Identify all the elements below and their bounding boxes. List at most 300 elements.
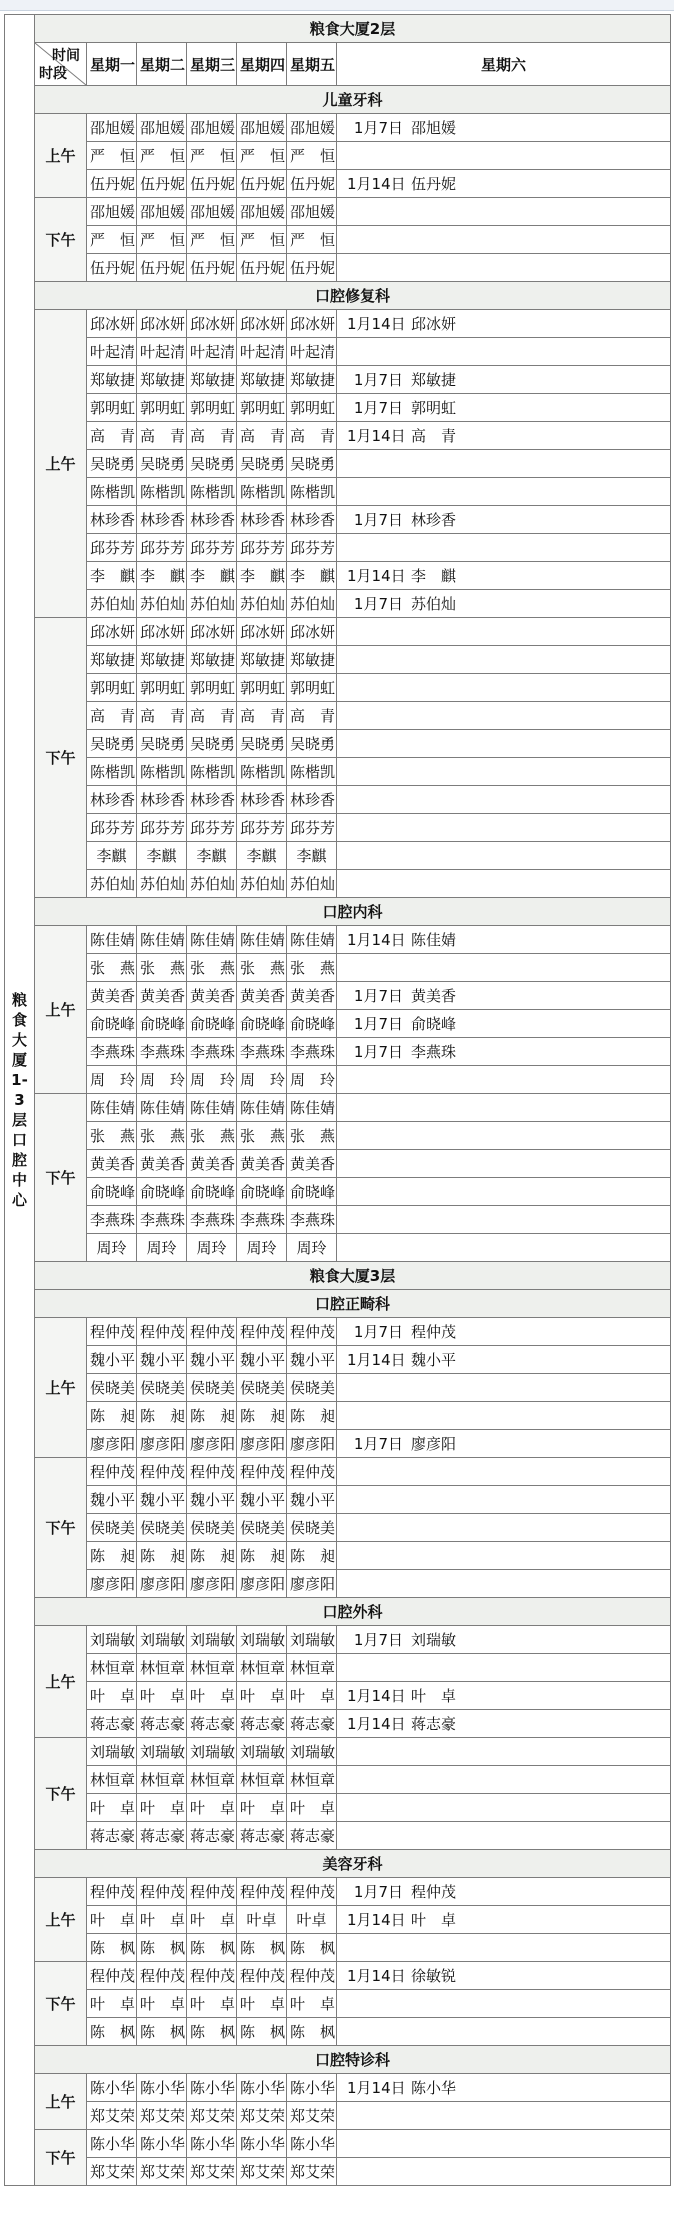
doctor-cell[interactable]: 伍丹妮 bbox=[187, 254, 237, 282]
doctor-cell[interactable]: 李麒 bbox=[87, 842, 137, 870]
saturday-cell[interactable] bbox=[337, 1206, 671, 1234]
saturday-cell[interactable] bbox=[337, 1486, 671, 1514]
time-period-header[interactable] bbox=[35, 43, 87, 86]
doctor-cell[interactable]: 陈佳婧 bbox=[287, 926, 337, 954]
doctor-cell[interactable]: 刘瑞敏 bbox=[187, 1626, 237, 1654]
doctor-cell[interactable]: 廖彦阳 bbox=[137, 1430, 187, 1458]
doctor-cell[interactable]: 侯晓美 bbox=[287, 1514, 337, 1542]
doctor-cell[interactable]: 魏小平 bbox=[87, 1486, 137, 1514]
doctor-cell[interactable]: 李燕珠 bbox=[187, 1038, 237, 1066]
doctor-cell[interactable]: 周 玲 bbox=[187, 1066, 237, 1094]
doctor-cell[interactable]: 廖彦阳 bbox=[237, 1570, 287, 1598]
doctor-cell[interactable]: 伍丹妮 bbox=[237, 170, 287, 198]
doctor-cell[interactable]: 郭明虹 bbox=[137, 394, 187, 422]
doctor-cell[interactable]: 张 燕 bbox=[237, 1122, 287, 1150]
saturday-cell[interactable] bbox=[337, 954, 671, 982]
doctor-cell[interactable]: 郑敏捷 bbox=[287, 646, 337, 674]
department-title[interactable]: 口腔特诊科 bbox=[35, 2046, 671, 2074]
doctor-cell[interactable]: 叶 卓 bbox=[87, 1794, 137, 1822]
doctor-cell[interactable]: 叶起清 bbox=[137, 338, 187, 366]
saturday-cell[interactable] bbox=[337, 254, 671, 282]
doctor-cell[interactable]: 叶 卓 bbox=[237, 1794, 287, 1822]
doctor-cell[interactable]: 叶起清 bbox=[187, 338, 237, 366]
saturday-cell[interactable] bbox=[337, 2102, 671, 2130]
saturday-cell[interactable] bbox=[337, 1010, 671, 1038]
doctor-cell[interactable]: 邵旭媛 bbox=[87, 198, 137, 226]
doctor-cell[interactable]: 邵旭媛 bbox=[287, 114, 337, 142]
saturday-cell[interactable] bbox=[337, 1934, 671, 1962]
doctor-cell[interactable]: 郑敏捷 bbox=[87, 646, 137, 674]
doctor-cell[interactable]: 叶 卓 bbox=[287, 1990, 337, 2018]
doctor-cell[interactable]: 蒋志豪 bbox=[87, 1822, 137, 1850]
doctor-cell[interactable]: 林珍香 bbox=[187, 506, 237, 534]
saturday-cell[interactable] bbox=[337, 674, 671, 702]
doctor-cell[interactable]: 郭明虹 bbox=[287, 394, 337, 422]
doctor-cell[interactable]: 叶 卓 bbox=[87, 1682, 137, 1710]
doctor-cell[interactable]: 陈 昶 bbox=[187, 1402, 237, 1430]
saturday-cell[interactable] bbox=[337, 1990, 671, 2018]
saturday-cell[interactable] bbox=[337, 170, 671, 198]
doctor-cell[interactable]: 张 燕 bbox=[287, 954, 337, 982]
saturday-cell[interactable] bbox=[337, 702, 671, 730]
doctor-cell[interactable]: 廖彦阳 bbox=[187, 1430, 237, 1458]
doctor-cell[interactable]: 叶 卓 bbox=[87, 1906, 137, 1934]
saturday-cell[interactable] bbox=[337, 646, 671, 674]
saturday-cell[interactable] bbox=[337, 982, 671, 1010]
doctor-cell[interactable]: 俞晓峰 bbox=[287, 1010, 337, 1038]
doctor-cell[interactable]: 林恒章 bbox=[137, 1654, 187, 1682]
doctor-cell[interactable]: 廖彦阳 bbox=[237, 1430, 287, 1458]
doctor-cell[interactable]: 邱芬芳 bbox=[87, 814, 137, 842]
doctor-cell[interactable]: 周玲 bbox=[187, 1234, 237, 1262]
doctor-cell[interactable]: 邵旭媛 bbox=[237, 114, 287, 142]
doctor-cell[interactable]: 廖彦阳 bbox=[137, 1570, 187, 1598]
doctor-cell[interactable]: 魏小平 bbox=[137, 1346, 187, 1374]
doctor-cell[interactable]: 郭明虹 bbox=[187, 394, 237, 422]
doctor-cell[interactable]: 高 青 bbox=[287, 702, 337, 730]
saturday-cell[interactable] bbox=[337, 870, 671, 898]
doctor-cell[interactable]: 陈楷凯 bbox=[237, 478, 287, 506]
doctor-cell[interactable]: 张 燕 bbox=[187, 954, 237, 982]
doctor-cell[interactable]: 黄美香 bbox=[137, 982, 187, 1010]
saturday-cell[interactable] bbox=[337, 478, 671, 506]
saturday-cell[interactable] bbox=[337, 1654, 671, 1682]
doctor-cell[interactable]: 黄美香 bbox=[87, 1150, 137, 1178]
doctor-cell[interactable]: 叶 卓 bbox=[237, 1682, 287, 1710]
day-header[interactable]: 星期一 bbox=[87, 43, 137, 86]
saturday-cell[interactable] bbox=[337, 142, 671, 170]
doctor-cell[interactable]: 张 燕 bbox=[237, 954, 287, 982]
doctor-cell[interactable]: 吴晓勇 bbox=[237, 450, 287, 478]
doctor-cell[interactable]: 周 玲 bbox=[87, 1066, 137, 1094]
doctor-cell[interactable]: 程仲茂 bbox=[87, 1318, 137, 1346]
doctor-cell[interactable]: 程仲茂 bbox=[137, 1878, 187, 1906]
doctor-cell[interactable]: 陈佳婧 bbox=[87, 1094, 137, 1122]
doctor-cell[interactable]: 陈 枫 bbox=[87, 2018, 137, 2046]
doctor-cell[interactable]: 陈 枫 bbox=[87, 1934, 137, 1962]
doctor-cell[interactable]: 林恒章 bbox=[237, 1654, 287, 1682]
doctor-cell[interactable]: 刘瑞敏 bbox=[87, 1626, 137, 1654]
doctor-cell[interactable]: 刘瑞敏 bbox=[87, 1738, 137, 1766]
doctor-cell[interactable]: 蒋志豪 bbox=[187, 1710, 237, 1738]
doctor-cell[interactable]: 程仲茂 bbox=[137, 1458, 187, 1486]
period-label-cell[interactable]: 下午 bbox=[35, 1094, 87, 1262]
doctor-cell[interactable]: 叶 卓 bbox=[137, 1794, 187, 1822]
doctor-cell[interactable]: 高 青 bbox=[137, 702, 187, 730]
doctor-cell[interactable]: 陈 昶 bbox=[237, 1402, 287, 1430]
doctor-cell[interactable]: 廖彦阳 bbox=[287, 1430, 337, 1458]
period-label-cell[interactable]: 下午 bbox=[35, 198, 87, 282]
doctor-cell[interactable]: 侯晓美 bbox=[187, 1514, 237, 1542]
doctor-cell[interactable]: 陈小华 bbox=[187, 2130, 237, 2158]
doctor-cell[interactable]: 陈 昶 bbox=[187, 1542, 237, 1570]
doctor-cell[interactable]: 邵旭媛 bbox=[137, 114, 187, 142]
doctor-cell[interactable]: 蒋志豪 bbox=[237, 1710, 287, 1738]
saturday-cell[interactable] bbox=[337, 1710, 671, 1738]
doctor-cell[interactable]: 刘瑞敏 bbox=[287, 1738, 337, 1766]
doctor-cell[interactable]: 李麒 bbox=[237, 842, 287, 870]
doctor-cell[interactable]: 陈 枫 bbox=[137, 2018, 187, 2046]
doctor-cell[interactable]: 严 恒 bbox=[137, 226, 187, 254]
saturday-cell[interactable] bbox=[337, 1906, 671, 1934]
saturday-cell[interactable] bbox=[337, 1626, 671, 1654]
saturday-cell[interactable] bbox=[337, 1738, 671, 1766]
doctor-cell[interactable]: 李燕珠 bbox=[237, 1038, 287, 1066]
doctor-cell[interactable]: 李麒 bbox=[137, 842, 187, 870]
doctor-cell[interactable]: 陈楷凯 bbox=[287, 478, 337, 506]
doctor-cell[interactable]: 侯晓美 bbox=[87, 1374, 137, 1402]
doctor-cell[interactable]: 魏小平 bbox=[287, 1486, 337, 1514]
saturday-cell[interactable] bbox=[337, 2130, 671, 2158]
doctor-cell[interactable]: 李燕珠 bbox=[237, 1206, 287, 1234]
saturday-cell[interactable] bbox=[337, 114, 671, 142]
doctor-cell[interactable]: 林珍香 bbox=[87, 786, 137, 814]
doctor-cell[interactable]: 苏伯灿 bbox=[187, 870, 237, 898]
doctor-cell[interactable]: 蒋志豪 bbox=[137, 1822, 187, 1850]
day-header[interactable]: 星期四 bbox=[237, 43, 287, 86]
doctor-cell[interactable]: 李燕珠 bbox=[137, 1206, 187, 1234]
saturday-cell[interactable] bbox=[337, 1318, 671, 1346]
doctor-cell[interactable]: 陈小华 bbox=[187, 2074, 237, 2102]
saturday-cell[interactable] bbox=[337, 1346, 671, 1374]
doctor-cell[interactable]: 陈佳婧 bbox=[187, 926, 237, 954]
doctor-cell[interactable]: 郑敏捷 bbox=[137, 366, 187, 394]
doctor-cell[interactable]: 邱冰妍 bbox=[287, 618, 337, 646]
doctor-cell[interactable]: 陈小华 bbox=[237, 2130, 287, 2158]
doctor-cell[interactable]: 伍丹妮 bbox=[187, 170, 237, 198]
doctor-cell[interactable]: 高 青 bbox=[187, 702, 237, 730]
doctor-cell[interactable]: 程仲茂 bbox=[237, 1878, 287, 1906]
doctor-cell[interactable]: 林恒章 bbox=[187, 1766, 237, 1794]
doctor-cell[interactable]: 伍丹妮 bbox=[287, 170, 337, 198]
doctor-cell[interactable]: 陈 枫 bbox=[287, 2018, 337, 2046]
doctor-cell[interactable]: 吴晓勇 bbox=[237, 730, 287, 758]
doctor-cell[interactable]: 程仲茂 bbox=[287, 1878, 337, 1906]
doctor-cell[interactable]: 李燕珠 bbox=[187, 1206, 237, 1234]
doctor-cell[interactable]: 邱芬芳 bbox=[237, 534, 287, 562]
doctor-cell[interactable]: 程仲茂 bbox=[287, 1318, 337, 1346]
saturday-cell[interactable] bbox=[337, 366, 671, 394]
doctor-cell[interactable]: 程仲茂 bbox=[137, 1962, 187, 1990]
doctor-cell[interactable]: 陈佳婧 bbox=[287, 1094, 337, 1122]
doctor-cell[interactable]: 邱冰妍 bbox=[187, 310, 237, 338]
doctor-cell[interactable]: 郑艾荣 bbox=[137, 2158, 187, 2186]
doctor-cell[interactable]: 陈楷凯 bbox=[287, 758, 337, 786]
doctor-cell[interactable]: 邱芬芳 bbox=[287, 814, 337, 842]
doctor-cell[interactable]: 李燕珠 bbox=[287, 1206, 337, 1234]
saturday-cell[interactable] bbox=[337, 226, 671, 254]
doctor-cell[interactable]: 严 恒 bbox=[287, 226, 337, 254]
doctor-cell[interactable]: 陈楷凯 bbox=[137, 758, 187, 786]
doctor-cell[interactable]: 陈 昶 bbox=[137, 1402, 187, 1430]
period-label-cell[interactable]: 上午 bbox=[35, 1318, 87, 1458]
doctor-cell[interactable]: 陈 枫 bbox=[187, 1934, 237, 1962]
doctor-cell[interactable]: 邱冰妍 bbox=[237, 618, 287, 646]
doctor-cell[interactable]: 叶起清 bbox=[237, 338, 287, 366]
period-label-cell[interactable]: 上午 bbox=[35, 2074, 87, 2130]
doctor-cell[interactable]: 黄美香 bbox=[287, 1150, 337, 1178]
doctor-cell[interactable]: 严 恒 bbox=[187, 142, 237, 170]
saturday-cell[interactable] bbox=[337, 1822, 671, 1850]
doctor-cell[interactable]: 陈楷凯 bbox=[87, 758, 137, 786]
saturday-cell[interactable] bbox=[337, 2074, 671, 2102]
saturday-cell[interactable] bbox=[337, 786, 671, 814]
doctor-cell[interactable]: 邱冰妍 bbox=[287, 310, 337, 338]
saturday-cell[interactable] bbox=[337, 1962, 671, 1990]
doctor-cell[interactable]: 伍丹妮 bbox=[237, 254, 287, 282]
doctor-cell[interactable]: 吴晓勇 bbox=[87, 450, 137, 478]
doctor-cell[interactable]: 伍丹妮 bbox=[87, 254, 137, 282]
doctor-cell[interactable]: 邵旭媛 bbox=[237, 198, 287, 226]
saturday-cell[interactable] bbox=[337, 1038, 671, 1066]
doctor-cell[interactable]: 蒋志豪 bbox=[287, 1710, 337, 1738]
doctor-cell[interactable]: 侯晓美 bbox=[237, 1514, 287, 1542]
saturday-cell[interactable] bbox=[337, 310, 671, 338]
doctor-cell[interactable]: 吴晓勇 bbox=[187, 450, 237, 478]
doctor-cell[interactable]: 黄美香 bbox=[187, 1150, 237, 1178]
doctor-cell[interactable]: 程仲茂 bbox=[87, 1458, 137, 1486]
doctor-cell[interactable]: 陈小华 bbox=[137, 2074, 187, 2102]
saturday-cell[interactable] bbox=[337, 1402, 671, 1430]
doctor-cell[interactable]: 陈 昶 bbox=[287, 1402, 337, 1430]
day-header[interactable]: 星期五 bbox=[287, 43, 337, 86]
building-title[interactable]: 粮食大厦2层 bbox=[35, 15, 671, 43]
doctor-cell[interactable]: 李麒 bbox=[187, 842, 237, 870]
doctor-cell[interactable]: 俞晓峰 bbox=[137, 1010, 187, 1038]
doctor-cell[interactable]: 陈楷凯 bbox=[237, 758, 287, 786]
doctor-cell[interactable]: 叶起清 bbox=[87, 338, 137, 366]
doctor-cell[interactable]: 叶卓 bbox=[237, 1906, 287, 1934]
doctor-cell[interactable]: 陈 枫 bbox=[137, 1934, 187, 1962]
period-label-cell[interactable]: 下午 bbox=[35, 618, 87, 898]
doctor-cell[interactable]: 李燕珠 bbox=[87, 1038, 137, 1066]
saturday-cell[interactable] bbox=[337, 1234, 671, 1262]
doctor-cell[interactable]: 林珍香 bbox=[287, 786, 337, 814]
doctor-cell[interactable]: 陈 枫 bbox=[237, 2018, 287, 2046]
saturday-cell[interactable] bbox=[337, 1570, 671, 1598]
doctor-cell[interactable]: 郑艾荣 bbox=[237, 2158, 287, 2186]
doctor-cell[interactable]: 程仲茂 bbox=[87, 1962, 137, 1990]
saturday-cell[interactable] bbox=[337, 2018, 671, 2046]
doctor-cell[interactable]: 邱冰妍 bbox=[237, 310, 287, 338]
saturday-cell[interactable] bbox=[337, 1066, 671, 1094]
doctor-cell[interactable]: 李 麒 bbox=[187, 562, 237, 590]
doctor-cell[interactable]: 郑艾荣 bbox=[187, 2102, 237, 2130]
doctor-cell[interactable]: 蒋志豪 bbox=[137, 1710, 187, 1738]
doctor-cell[interactable]: 伍丹妮 bbox=[137, 170, 187, 198]
doctor-cell[interactable]: 魏小平 bbox=[237, 1346, 287, 1374]
doctor-cell[interactable]: 伍丹妮 bbox=[287, 254, 337, 282]
department-title[interactable]: 口腔外科 bbox=[35, 1598, 671, 1626]
saturday-cell[interactable] bbox=[337, 1430, 671, 1458]
doctor-cell[interactable]: 侯晓美 bbox=[87, 1514, 137, 1542]
building-title[interactable]: 粮食大厦3层 bbox=[35, 1262, 671, 1290]
saturday-cell[interactable] bbox=[337, 590, 671, 618]
doctor-cell[interactable]: 俞晓峰 bbox=[187, 1010, 237, 1038]
doctor-cell[interactable]: 严 恒 bbox=[87, 142, 137, 170]
doctor-cell[interactable]: 陈小华 bbox=[287, 2074, 337, 2102]
doctor-cell[interactable]: 邵旭媛 bbox=[87, 114, 137, 142]
saturday-cell[interactable] bbox=[337, 730, 671, 758]
doctor-cell[interactable]: 陈 昶 bbox=[237, 1542, 287, 1570]
doctor-cell[interactable]: 邱芬芳 bbox=[187, 534, 237, 562]
doctor-cell[interactable]: 林恒章 bbox=[287, 1766, 337, 1794]
doctor-cell[interactable]: 郭明虹 bbox=[137, 674, 187, 702]
doctor-cell[interactable]: 刘瑞敏 bbox=[237, 1626, 287, 1654]
doctor-cell[interactable]: 高 青 bbox=[187, 422, 237, 450]
doctor-cell[interactable]: 李麒 bbox=[287, 842, 337, 870]
doctor-cell[interactable]: 郑艾荣 bbox=[137, 2102, 187, 2130]
doctor-cell[interactable]: 严 恒 bbox=[287, 142, 337, 170]
department-title[interactable]: 儿童牙科 bbox=[35, 86, 671, 114]
doctor-cell[interactable]: 邵旭媛 bbox=[187, 114, 237, 142]
saturday-cell[interactable] bbox=[337, 1766, 671, 1794]
doctor-cell[interactable]: 吴晓勇 bbox=[137, 730, 187, 758]
doctor-cell[interactable]: 李燕珠 bbox=[287, 1038, 337, 1066]
doctor-cell[interactable]: 魏小平 bbox=[187, 1346, 237, 1374]
doctor-cell[interactable]: 陈 昶 bbox=[137, 1542, 187, 1570]
period-label-cell[interactable]: 下午 bbox=[35, 1458, 87, 1598]
doctor-cell[interactable]: 陈楷凯 bbox=[187, 478, 237, 506]
doctor-cell[interactable]: 苏伯灿 bbox=[237, 870, 287, 898]
doctor-cell[interactable]: 苏伯灿 bbox=[87, 590, 137, 618]
saturday-cell[interactable] bbox=[337, 1458, 671, 1486]
doctor-cell[interactable]: 林恒章 bbox=[187, 1654, 237, 1682]
saturday-cell[interactable] bbox=[337, 1122, 671, 1150]
doctor-cell[interactable]: 邵旭媛 bbox=[287, 198, 337, 226]
doctor-cell[interactable]: 叶起清 bbox=[287, 338, 337, 366]
doctor-cell[interactable]: 陈 枫 bbox=[237, 1934, 287, 1962]
doctor-cell[interactable]: 张 燕 bbox=[137, 954, 187, 982]
doctor-cell[interactable]: 俞晓峰 bbox=[137, 1178, 187, 1206]
doctor-cell[interactable]: 廖彦阳 bbox=[87, 1570, 137, 1598]
saturday-cell[interactable] bbox=[337, 450, 671, 478]
doctor-cell[interactable]: 郭明虹 bbox=[237, 394, 287, 422]
doctor-cell[interactable]: 俞晓峰 bbox=[287, 1178, 337, 1206]
doctor-cell[interactable]: 叶 卓 bbox=[137, 1906, 187, 1934]
doctor-cell[interactable]: 苏伯灿 bbox=[287, 870, 337, 898]
department-title[interactable]: 口腔正畸科 bbox=[35, 1290, 671, 1318]
saturday-cell[interactable] bbox=[337, 618, 671, 646]
doctor-cell[interactable]: 陈小华 bbox=[137, 2130, 187, 2158]
saturday-cell[interactable] bbox=[337, 1374, 671, 1402]
saturday-cell[interactable] bbox=[337, 1150, 671, 1178]
doctor-cell[interactable]: 严 恒 bbox=[87, 226, 137, 254]
doctor-cell[interactable]: 郑艾荣 bbox=[287, 2102, 337, 2130]
doctor-cell[interactable]: 侯晓美 bbox=[187, 1374, 237, 1402]
doctor-cell[interactable]: 陈小华 bbox=[237, 2074, 287, 2102]
period-label-cell[interactable]: 上午 bbox=[35, 310, 87, 618]
doctor-cell[interactable]: 郭明虹 bbox=[287, 674, 337, 702]
doctor-cell[interactable]: 叶 卓 bbox=[187, 1990, 237, 2018]
period-label-cell[interactable]: 下午 bbox=[35, 2130, 87, 2186]
saturday-cell[interactable] bbox=[337, 1794, 671, 1822]
doctor-cell[interactable]: 郑敏捷 bbox=[237, 646, 287, 674]
doctor-cell[interactable]: 伍丹妮 bbox=[137, 254, 187, 282]
saturday-cell[interactable] bbox=[337, 562, 671, 590]
doctor-cell[interactable]: 周玲 bbox=[87, 1234, 137, 1262]
saturday-cell[interactable] bbox=[337, 394, 671, 422]
doctor-cell[interactable]: 侯晓美 bbox=[137, 1514, 187, 1542]
doctor-cell[interactable]: 郑艾荣 bbox=[237, 2102, 287, 2130]
doctor-cell[interactable]: 程仲茂 bbox=[237, 1458, 287, 1486]
doctor-cell[interactable]: 邱芬芳 bbox=[137, 814, 187, 842]
department-title[interactable]: 美容牙科 bbox=[35, 1850, 671, 1878]
doctor-cell[interactable]: 李燕珠 bbox=[137, 1038, 187, 1066]
doctor-cell[interactable]: 蒋志豪 bbox=[237, 1822, 287, 1850]
doctor-cell[interactable]: 邱芬芳 bbox=[287, 534, 337, 562]
saturday-cell[interactable] bbox=[337, 842, 671, 870]
doctor-cell[interactable]: 刘瑞敏 bbox=[237, 1738, 287, 1766]
doctor-cell[interactable]: 蒋志豪 bbox=[287, 1822, 337, 1850]
doctor-cell[interactable]: 俞晓峰 bbox=[237, 1178, 287, 1206]
doctor-cell[interactable]: 陈 昶 bbox=[87, 1542, 137, 1570]
doctor-cell[interactable]: 陈 枫 bbox=[187, 2018, 237, 2046]
department-title[interactable]: 口腔内科 bbox=[35, 898, 671, 926]
period-label-cell[interactable]: 上午 bbox=[35, 114, 87, 198]
doctor-cell[interactable]: 陈 昶 bbox=[87, 1402, 137, 1430]
doctor-cell[interactable]: 张 燕 bbox=[287, 1122, 337, 1150]
saturday-cell[interactable] bbox=[337, 506, 671, 534]
doctor-cell[interactable]: 林恒章 bbox=[287, 1654, 337, 1682]
doctor-cell[interactable]: 周玲 bbox=[137, 1234, 187, 1262]
doctor-cell[interactable]: 周 玲 bbox=[137, 1066, 187, 1094]
doctor-cell[interactable]: 邱冰妍 bbox=[137, 618, 187, 646]
doctor-cell[interactable]: 林珍香 bbox=[87, 506, 137, 534]
doctor-cell[interactable]: 陈佳婧 bbox=[137, 926, 187, 954]
saturday-cell[interactable] bbox=[337, 1094, 671, 1122]
doctor-cell[interactable]: 廖彦阳 bbox=[187, 1570, 237, 1598]
saturday-cell[interactable] bbox=[337, 1542, 671, 1570]
doctor-cell[interactable]: 郭明虹 bbox=[237, 674, 287, 702]
department-title[interactable]: 口腔修复科 bbox=[35, 282, 671, 310]
doctor-cell[interactable]: 林珍香 bbox=[237, 506, 287, 534]
doctor-cell[interactable]: 郭明虹 bbox=[87, 674, 137, 702]
saturday-cell[interactable] bbox=[337, 1878, 671, 1906]
doctor-cell[interactable]: 苏伯灿 bbox=[187, 590, 237, 618]
doctor-cell[interactable]: 郑艾荣 bbox=[87, 2102, 137, 2130]
doctor-cell[interactable]: 林珍香 bbox=[187, 786, 237, 814]
doctor-cell[interactable]: 郭明虹 bbox=[187, 674, 237, 702]
doctor-cell[interactable]: 邱芬芳 bbox=[187, 814, 237, 842]
doctor-cell[interactable]: 陈佳婧 bbox=[187, 1094, 237, 1122]
doctor-cell[interactable]: 高 青 bbox=[87, 422, 137, 450]
doctor-cell[interactable]: 叶 卓 bbox=[137, 1990, 187, 2018]
day-header[interactable]: 星期六 bbox=[337, 43, 671, 86]
doctor-cell[interactable]: 刘瑞敏 bbox=[187, 1738, 237, 1766]
doctor-cell[interactable]: 林珍香 bbox=[287, 506, 337, 534]
doctor-cell[interactable]: 苏伯灿 bbox=[287, 590, 337, 618]
